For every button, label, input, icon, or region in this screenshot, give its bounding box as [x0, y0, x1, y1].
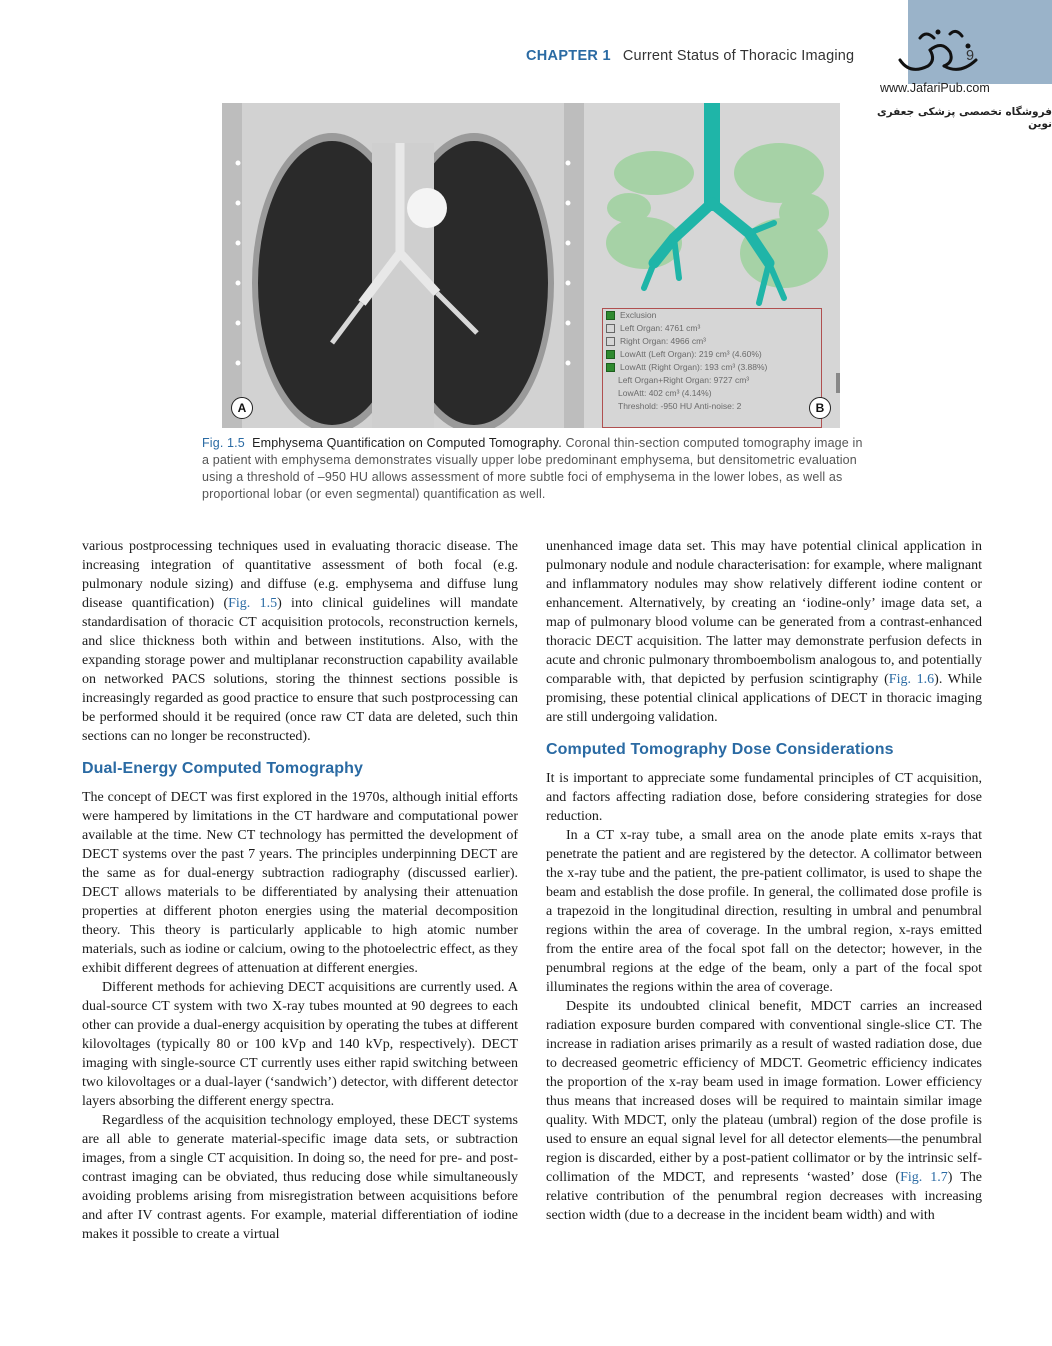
figure-reference-link[interactable]: Fig. 1.6: [888, 672, 935, 687]
panel-label-b: B: [809, 397, 831, 419]
paragraph: It is important to appreciate some fundamental principles of CT acquisition, and factors affecting radiation dose, before considering strategies for dose reduction.: [546, 771, 982, 824]
caption-label: Fig. 1.5: [202, 436, 245, 450]
section-heading: Dual-Energy Computed Tomography: [82, 760, 364, 777]
checkbox-checked-icon: [606, 350, 615, 359]
running-header: [526, 48, 854, 64]
checkbox-checked-icon: [606, 311, 615, 320]
figure-reference-link[interactable]: Fig. 1.5: [228, 596, 278, 611]
legend-row: LowAtt: 402 cm³ (4.14%): [618, 388, 712, 398]
paragraph: The concept of DECT was first explored in the 1970s, although initial efforts were hampered by limitations in the CT hardware and computational power available at the time. New CT technology has permitted the development of DECT systems over the past 7 years. The principles underpinning DECT are the same as for dual-energy subtraction radiography (discussed earlier). DECT allows materials to be differentiated by analysing their attenuation properties at different photon energies using the material decomposition theory. This theory is particularly applicable to high atomic number materials, such as iodine or calcium, owing to the photoelectric effect, as they exhibit different degrees of attenuation at different energies.: [82, 790, 518, 976]
paragraph: Despite its undoubted clinical benefit, MDCT carries an increased radiation exposure burden compared with conventional single-slice CT. The increase in radiation arises primarily as a result of wasted radiation dose, due to decreased geometric efficiency of MDCT. Geometric efficiency indicates the proportion of the x-ray beam used in image formation. Lower efficiency thus means that increased doses will be required to maintain similar image quality. With MDCT, only the plateau (umbral) region of the dose profile is used to ensure an equal signal level for all detector elements—the penumbral region is discarded, either by a post-patient collimator or by the intrinsic self-collimation of the MDCT, and represents ‘wasted’ dose (Fig. 1.7) The relative contribution of the penumbral region decreases with increasing section width (due to a decrease in the incident beam width) and with: [546, 999, 982, 1223]
figure-reference-link[interactable]: Fig. 1.7: [900, 1170, 948, 1185]
page-number: 9: [966, 48, 975, 64]
paragraph: unenhanced image data set. This may have potential clinical application in pulmonary nodule and nodule characterisation: for example, where malignant and inflammatory nodules may show relatively different iodine content or enhancement. Alternatively, by creating an ‘iodine-only’ image data set, a map of pulmonary blood volume can be generated from a contrast-enhanced thoracic DECT acquisition. The latter may demonstrate perfusion defects in acute and chronic pulmonary thromboembolism analogous to, and potentially comparable with, that depicted by perfusion scintigraphy (Fig. 1.6). While promising, these potential clinical applications of DECT in thoracic imaging are still undergoing validation.: [546, 539, 982, 725]
legend-row: Exclusion: [606, 310, 656, 320]
figure-1-5: [222, 103, 840, 428]
caption-title: Emphysema Quantification on Computed Tomography.: [252, 436, 562, 450]
legend-row: LowAtt (Left Organ): 219 cm³ (4.60%): [606, 349, 762, 359]
paragraph: Regardless of the acquisition technology employed, these DECT systems are all able to generate material-specific image data sets, or subtraction images, from a single CT acquisition. In doing so, the need for pre- and post-contrast imaging can be obviated, thus reducing dose while simultaneously avoiding problems arising from misregistration between acquisitions before and after IV contrast agents. For example, material differentiation of iodine makes it possible to create a virtual: [82, 1113, 518, 1242]
publisher-logo-icon: [880, 20, 990, 90]
legend-row: Left Organ+Right Organ: 9727 cm³: [618, 375, 750, 385]
checkbox-unchecked-icon: [606, 324, 615, 333]
checkbox-checked-icon: [606, 363, 615, 372]
legend-row: Threshold: -950 HU Anti-noise: 2: [618, 401, 742, 411]
caption-text: Coronal thin-section computed tomography image in a patient with emphysema demonstrates visually upper lobe predominant emphysema, but densitometric evaluation using a threshold of –950 HU allows assessment of more subtle foci of emphysema in the lower lobes, as well as proportional lobar (or even segmental) quantification as well.: [202, 436, 863, 501]
chapter-title: Current Status of Thoracic Imaging: [622, 48, 855, 64]
left-column: [82, 537, 518, 1244]
figure-caption: [202, 435, 867, 503]
ct-scan-illustration: [222, 103, 584, 428]
right-column: [546, 537, 982, 1225]
watermark-site: www.JafariPub.com: [880, 81, 990, 95]
ct-coronal-image: [222, 103, 584, 428]
panel-label-a: A: [231, 397, 253, 419]
legend-row: Right Organ: 4966 cm³: [606, 336, 706, 346]
watermark-shop: فروشگاه تخصصی پزشکی جعفری نوین: [876, 106, 1052, 130]
paragraph: In a CT x-ray tube, a small area on the anode plate emits x-rays that penetrate the patient and are registered by the detector. A collimator between the x-ray tube and the patient, the pre-patient collimator, is used to shape the beam and establish the dose profile. In general, the collimated dose profile is a trapezoid in the longitudinal direction, resulting in umbral and penumbral regions within the area of coverage. In the umbral region, x-rays emitted from the entire area of the focal spot fall on the detector; however, in the penumbral regions at the edge of the beam, only a part of the focal spot illuminates the regions within the area of coverage.: [546, 828, 982, 995]
paragraph: various postprocessing techniques used in evaluating thoracic disease. The increasing integration of quantitative assessment of both focal (e.g. pulmonary nodule sizing) and diffuse (e.g. emphysema and diffuse lung disease quantification) (Fig. 1.5) into clinical guidelines will mandate standardisation of thoracic CT acquisition protocols, reconstruction kernels, and slice thickness both within and between institutions. Also, with the expanding storage power and multiplanar reconstruction capability available on networked PACS solutions, storing the thinnest sections possible is increasingly regarded as good practice to ensure that such postprocessing can be performed should it be required (once raw CT data are deleted, such thin sections can no longer be reconstructed).: [82, 539, 518, 744]
paragraph: Different methods for achieving DECT acquisitions are currently used. A dual-source CT system with two X-ray tubes mounted at 90 degrees to each other can provide a dual-energy acquisition by operating the tubes at different kilovoltages (typically 80 or 100 kVp and 140 kVp, respectively). DECT imaging with single-source CT currently uses either rapid switching between two kilovoltages or a dual-layer (‘sandwich’) detector, with different detector layers absorbing the different energy spectra.: [82, 980, 518, 1109]
ct-quantification-image: [584, 103, 840, 428]
legend-row: LowAtt (Right Organ): 193 cm³ (3.88%): [606, 362, 767, 372]
section-heading: Computed Tomography Dose Considerations: [546, 741, 894, 758]
checkbox-unchecked-icon: [606, 337, 615, 346]
chapter-label: CHAPTER 1: [526, 48, 611, 64]
legend-row: Left Organ: 4761 cm³: [606, 323, 700, 333]
